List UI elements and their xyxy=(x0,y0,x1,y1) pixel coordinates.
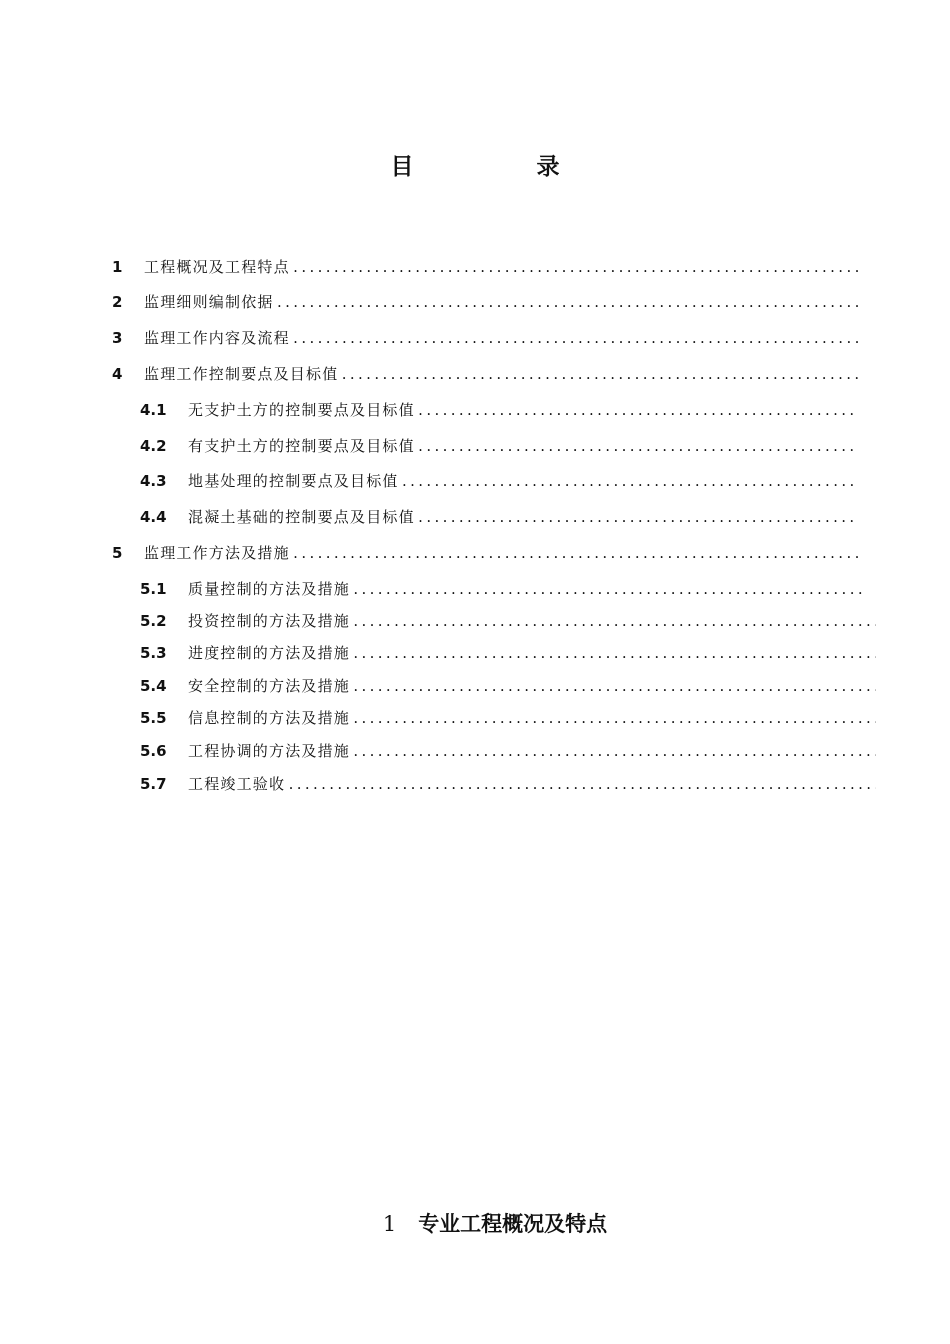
toc-entry-5-2[interactable] xyxy=(140,609,876,633)
toc-entry-label: 混凝土基础的控制要点及目标值 . . . xyxy=(188,505,856,529)
toc-entry-5-7[interactable] xyxy=(140,772,876,796)
toc-entry-5-4[interactable] xyxy=(140,674,876,698)
toc-entry-5-1[interactable] xyxy=(140,577,866,601)
toc-entry-label: 无支护土方的控制要点及目标值 . . . xyxy=(188,398,856,422)
toc-entry-label: 质量控制的方法及措施 . . . xyxy=(188,577,866,601)
section-number: 1 xyxy=(382,1212,397,1236)
toc-entry-4-2[interactable] xyxy=(140,434,856,458)
toc-entry-label: 有支护土方的控制要点及目标值 . . . xyxy=(188,434,856,458)
toc-entry-5-6[interactable] xyxy=(140,739,876,763)
toc-entry-number: 4.4 xyxy=(140,508,167,526)
toc-entry-1[interactable] xyxy=(112,255,858,279)
toc-entry-label: 工程竣工验收 . . . xyxy=(188,772,876,796)
toc-entry-number: 5.4 xyxy=(140,677,167,695)
toc-entry-label: 工程概况及工程特点 . . . xyxy=(144,255,858,279)
toc-entry-label: 监理细则编制依据 . . . xyxy=(144,290,858,314)
toc-entry-number: 2 xyxy=(112,293,123,311)
toc-entry-4-1[interactable] xyxy=(140,398,856,422)
toc-entry-label: 监理工作内容及流程 . . . xyxy=(144,326,858,350)
toc-entry-number: 5.3 xyxy=(140,644,167,662)
toc-entry-label: 工程协调的方法及措施 . . . xyxy=(188,739,876,763)
toc-entry-4[interactable] xyxy=(112,362,858,386)
toc-title: 目 录 xyxy=(390,154,610,180)
toc-entry-4-3[interactable] xyxy=(140,469,856,493)
toc-entry-5-5[interactable] xyxy=(140,706,876,730)
toc-entry-label: 地基处理的控制要点及目标值 . . . xyxy=(188,469,856,493)
toc-entry-5[interactable] xyxy=(112,541,858,565)
toc-entry-label: 监理工作控制要点及目标值 . . . xyxy=(144,362,858,386)
toc-entry-label: 监理工作方法及措施 . . . xyxy=(144,541,858,565)
section-title: 专业工程概况及特点 xyxy=(418,1212,608,1236)
toc-entry-number: 5.5 xyxy=(140,709,167,727)
toc-entry-3[interactable] xyxy=(112,326,858,350)
toc-entry-label: 信息控制的方法及措施 . . . xyxy=(188,706,876,730)
toc-entry-number: 1 xyxy=(112,258,123,276)
toc-entry-number: 4.1 xyxy=(140,401,167,419)
toc-entry-number: 4 xyxy=(112,365,123,383)
toc-entry-number: 4.2 xyxy=(140,437,167,455)
toc-entry-number: 5.2 xyxy=(140,612,167,630)
toc-entry-label: 安全控制的方法及措施 . . . xyxy=(188,674,876,698)
toc-entry-5-3[interactable] xyxy=(140,641,876,665)
toc-entry-number: 5 xyxy=(112,544,123,562)
toc-entry-number: 5.1 xyxy=(140,580,167,598)
toc-entry-number: 5.7 xyxy=(140,775,167,793)
toc-entry-label: 投资控制的方法及措施 . . . xyxy=(188,609,876,633)
toc-entry-number: 4.3 xyxy=(140,472,167,490)
toc-entry-number: 5.6 xyxy=(140,742,167,760)
toc-entry-label: 进度控制的方法及措施 . . . xyxy=(188,641,876,665)
toc-entry-2[interactable] xyxy=(112,290,858,314)
toc-entry-4-4[interactable] xyxy=(140,505,856,529)
section-heading xyxy=(0,1208,950,1238)
toc-entry-number: 3 xyxy=(112,329,123,347)
